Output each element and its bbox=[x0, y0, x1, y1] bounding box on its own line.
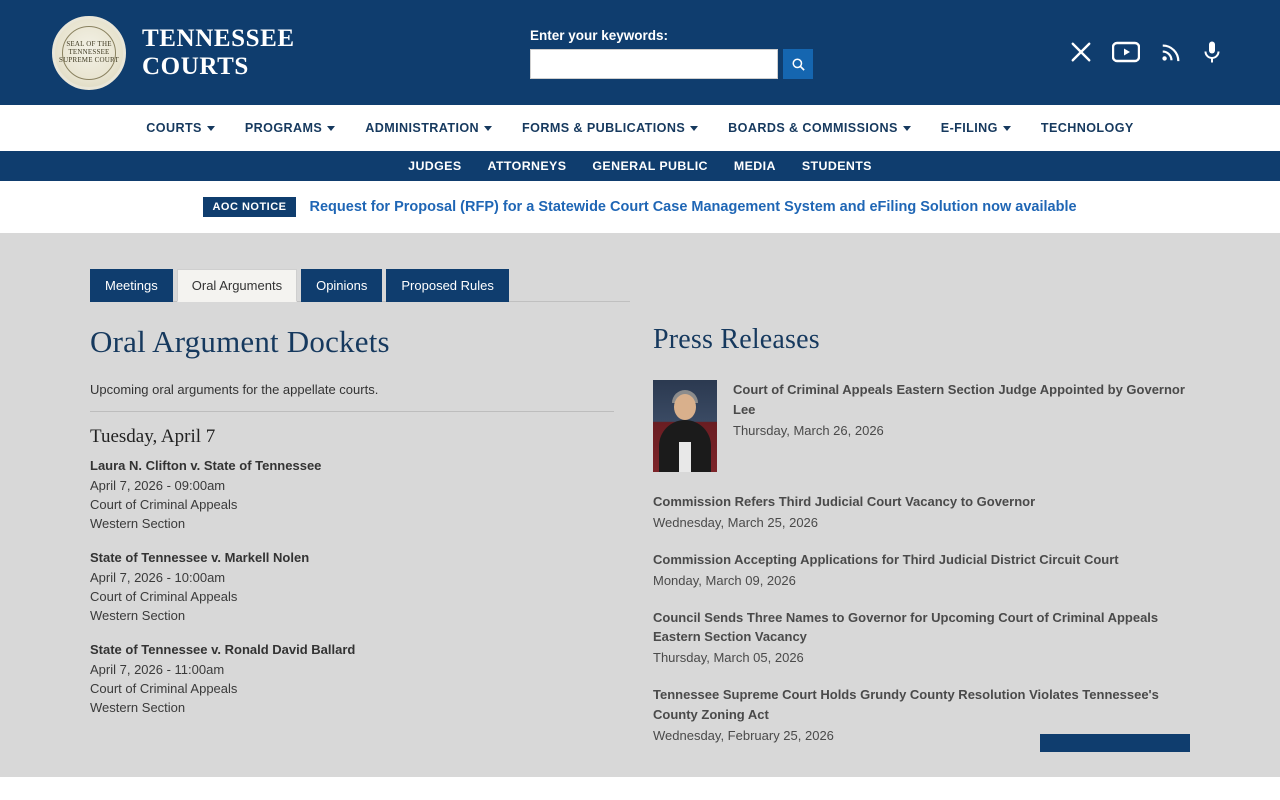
page-title: Oral Argument Dockets bbox=[90, 324, 390, 359]
press-release-featured bbox=[653, 380, 1190, 472]
nav-item-forms-publications[interactable] bbox=[507, 121, 713, 135]
press-release-title[interactable]: Court of Criminal Appeals Eastern Section Judge Appointed by Governor Lee bbox=[733, 382, 1185, 417]
chevron-down-icon bbox=[690, 126, 698, 131]
docket-section: Western Section bbox=[90, 607, 186, 623]
nav-item-boards-commissions[interactable] bbox=[713, 121, 926, 135]
docket-case-title[interactable]: State of Tennessee v. Markell Nolen bbox=[90, 549, 310, 565]
nav-label: BOARDS & COMMISSIONS bbox=[728, 121, 898, 135]
tab-opinions[interactable]: Opinions bbox=[301, 269, 382, 302]
nav-item-programs[interactable] bbox=[230, 121, 350, 135]
subnav-item-students[interactable]: STUDENTS bbox=[801, 159, 872, 173]
x-twitter-icon[interactable] bbox=[1070, 41, 1092, 63]
docket-court: Court of Criminal Appeals bbox=[90, 680, 238, 696]
content-area bbox=[0, 233, 1280, 777]
chevron-down-icon bbox=[484, 126, 492, 131]
nav-label: PROGRAMS bbox=[244, 121, 323, 135]
seal-text: SEAL OF THE TENNESSEE SUPREME COURT bbox=[59, 40, 119, 64]
nav-label: FORMS & PUBLICATIONS bbox=[522, 121, 686, 135]
press-release-title[interactable]: Council Sends Three Names to Governor for Upcoming Court of Criminal Appeals Eastern Section Vacancy bbox=[653, 609, 1159, 645]
chevron-down-icon bbox=[327, 126, 335, 131]
search-input[interactable] bbox=[530, 49, 778, 79]
tab-proposed-rules[interactable]: Proposed Rules bbox=[386, 269, 509, 302]
docket-day-group bbox=[90, 426, 653, 718]
nav-label: TECHNOLOGY bbox=[1040, 121, 1134, 135]
chevron-down-icon bbox=[1003, 126, 1011, 131]
search-label: Enter your keywords: bbox=[530, 28, 669, 43]
docket-item bbox=[90, 642, 653, 718]
press-release-title[interactable]: Tennessee Supreme Court Holds Grundy County Resolution Violates Tennessee's County Zoning Act bbox=[653, 687, 1159, 722]
notice-badge: AOC NOTICE bbox=[203, 197, 295, 217]
nav-item-administration[interactable] bbox=[350, 121, 507, 135]
chevron-down-icon bbox=[903, 126, 911, 131]
rss-icon[interactable] bbox=[1160, 41, 1182, 63]
judge-portrait-image bbox=[653, 380, 717, 472]
docket-day-heading: Tuesday, April 7 bbox=[90, 426, 216, 447]
press-release-item bbox=[653, 492, 1190, 530]
content-inner bbox=[90, 269, 1190, 743]
docket-item bbox=[90, 458, 653, 534]
brand-line-2: COURTS bbox=[142, 53, 249, 80]
main-navigation bbox=[0, 105, 1280, 151]
tab-oral-arguments[interactable]: Oral Arguments bbox=[177, 269, 297, 302]
press-release-date: Wednesday, February 25, 2026 bbox=[653, 727, 834, 743]
docket-datetime: April 7, 2026 - 11:00am bbox=[90, 661, 225, 677]
brand-title bbox=[142, 25, 295, 81]
press-release-title[interactable]: Commission Accepting Applications for Third Judicial District Circuit Court bbox=[653, 551, 1119, 567]
docket-section: Western Section bbox=[90, 515, 186, 531]
more-press-releases-button[interactable] bbox=[1040, 734, 1190, 752]
subnav-item-judges[interactable]: JUDGES bbox=[408, 159, 462, 173]
search-icon bbox=[791, 57, 806, 72]
press-release-date: Monday, March 09, 2026 bbox=[653, 572, 796, 588]
social-links bbox=[1070, 40, 1222, 64]
docket-court: Court of Criminal Appeals bbox=[90, 588, 238, 604]
docket-datetime: April 7, 2026 - 09:00am bbox=[90, 478, 226, 493]
subnav-item-media[interactable]: MEDIA bbox=[733, 159, 776, 173]
nav-label: COURTS bbox=[146, 121, 202, 135]
site-header bbox=[0, 0, 1280, 105]
docket-item bbox=[90, 550, 653, 626]
nav-item-efiling[interactable] bbox=[926, 121, 1026, 135]
audience-navigation bbox=[0, 151, 1280, 181]
docket-section: Western Section bbox=[90, 699, 186, 715]
tab-bar bbox=[90, 269, 1190, 302]
docket-case-title[interactable]: Laura N. Clifton v. State of Tennessee bbox=[90, 458, 322, 473]
notice-bar bbox=[0, 181, 1280, 233]
notice-link[interactable]: Request for Proposal (RFP) for a Statewide Court Case Management System and eFiling Solution now available bbox=[309, 199, 1077, 215]
press-release-title[interactable]: Commission Refers Third Judicial Court Vacancy to Governor bbox=[653, 494, 1036, 509]
press-releases-panel bbox=[653, 324, 1190, 743]
press-release-date: Thursday, March 05, 2026 bbox=[653, 650, 804, 665]
press-releases-title: Press Releases bbox=[653, 324, 820, 355]
search-block bbox=[530, 28, 820, 79]
panel-intro: Upcoming oral arguments for the appellate courts. bbox=[90, 382, 614, 412]
tab-meetings[interactable]: Meetings bbox=[90, 269, 173, 302]
nav-item-courts[interactable] bbox=[131, 121, 230, 135]
press-release-date: Wednesday, March 25, 2026 bbox=[653, 514, 819, 530]
docket-datetime: April 7, 2026 - 10:00am bbox=[90, 569, 226, 585]
subnav-item-general-public[interactable]: GENERAL PUBLIC bbox=[592, 159, 708, 173]
subnav-item-attorneys[interactable]: ATTORNEYS bbox=[487, 159, 567, 173]
nav-label: ADMINISTRATION bbox=[365, 121, 480, 135]
tennessee-seal-icon bbox=[52, 16, 126, 90]
featured-text-block bbox=[733, 380, 1190, 472]
press-release-item bbox=[653, 550, 1190, 588]
press-release-item bbox=[653, 608, 1190, 666]
two-column-layout bbox=[90, 324, 1190, 743]
chevron-down-icon bbox=[207, 126, 215, 131]
youtube-icon[interactable] bbox=[1112, 41, 1140, 63]
nav-label: E-FILING bbox=[940, 121, 998, 135]
docket-case-title[interactable]: State of Tennessee v. Ronald David Ballard bbox=[90, 641, 356, 657]
docket-court: Court of Criminal Appeals bbox=[90, 496, 238, 512]
nav-item-technology[interactable] bbox=[1026, 121, 1149, 135]
oral-arguments-panel bbox=[90, 324, 653, 743]
press-release-date: Thursday, March 26, 2026 bbox=[733, 422, 884, 438]
site-brand[interactable] bbox=[52, 16, 295, 90]
search-button[interactable] bbox=[783, 49, 813, 79]
podcast-icon[interactable] bbox=[1202, 40, 1222, 64]
brand-line-1: TENNESSEE bbox=[142, 25, 295, 52]
